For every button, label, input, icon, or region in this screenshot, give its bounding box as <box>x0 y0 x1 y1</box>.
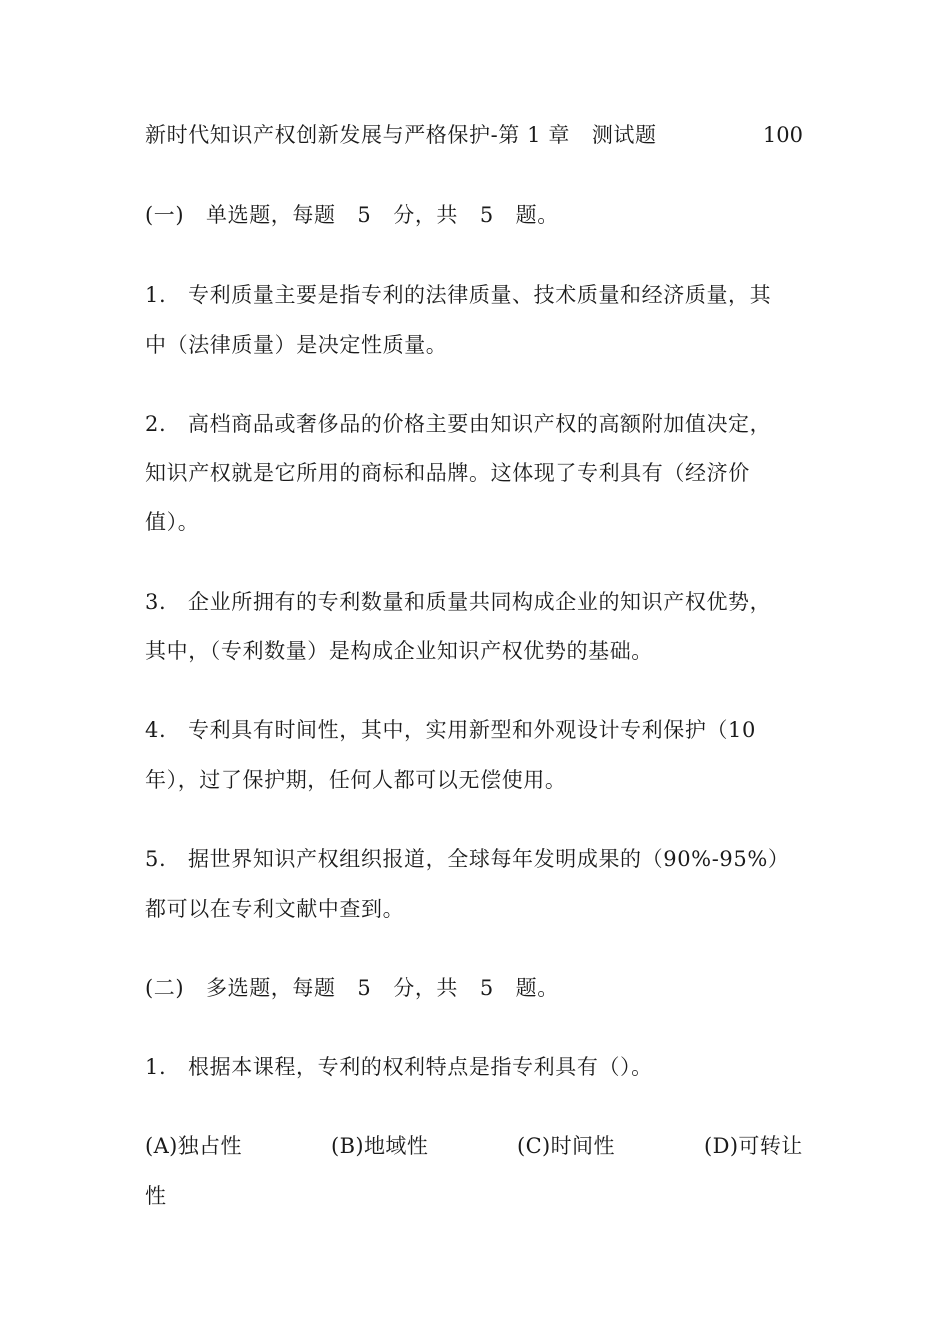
section1-q5-line1: 5. 据世界知识产权组织报道，全球每年发明成果的（90%-95%） <box>145 847 790 871</box>
option-b: (B)地域性 <box>331 1134 429 1158</box>
section2-q1-options <box>145 1133 810 1159</box>
section2-q1-stem: 1. 根据本课程，专利的权利特点是指专利具有（）。 <box>145 1055 653 1079</box>
section1-q4-line2: 年），过了保护期，任何人都可以无偿使用。 <box>145 768 567 792</box>
section2-heading: (二) 多选题，每题 5 分，共 5 题。 <box>145 976 559 1000</box>
section1-q4-line1: 4. 专利具有时间性，其中，实用新型和外观设计专利保护（10 <box>145 718 756 742</box>
section1-q1-line1: 1. 专利质量主要是指专利的法律质量、技术质量和经济质量，其 <box>145 283 772 307</box>
option-d: (D)可转让 <box>704 1134 803 1158</box>
section1-q2-line2: 知识产权就是它所用的商标和品牌。这体现了专利具有（经济价 <box>145 461 750 485</box>
section1-q2-line3: 值）。 <box>145 510 200 534</box>
section1-q1-line2: 中（法律质量）是决定性质量。 <box>145 333 448 357</box>
option-d-wrap: 性 <box>145 1184 167 1208</box>
section1-q3-line1: 3. 企业所拥有的专利数量和质量共同构成企业的知识产权优势， <box>145 590 772 614</box>
section1-q3-line2: 其中，（专利数量）是构成企业知识产权优势的基础。 <box>145 639 653 663</box>
option-a: (A)独占性 <box>145 1134 242 1158</box>
document-score: 100 <box>762 123 803 147</box>
document-title: 新时代知识产权创新发展与严格保护-第 1 章 测试题 <box>145 123 657 147</box>
option-c: (C)时间性 <box>517 1134 615 1158</box>
section1-q2-line1: 2. 高档商品或奢侈品的价格主要由知识产权的高额附加值决定， <box>145 412 772 436</box>
section1-heading: (一) 单选题，每题 5 分，共 5 题。 <box>145 203 559 227</box>
section1-q5-line2: 都可以在专利文献中查到。 <box>145 897 405 921</box>
